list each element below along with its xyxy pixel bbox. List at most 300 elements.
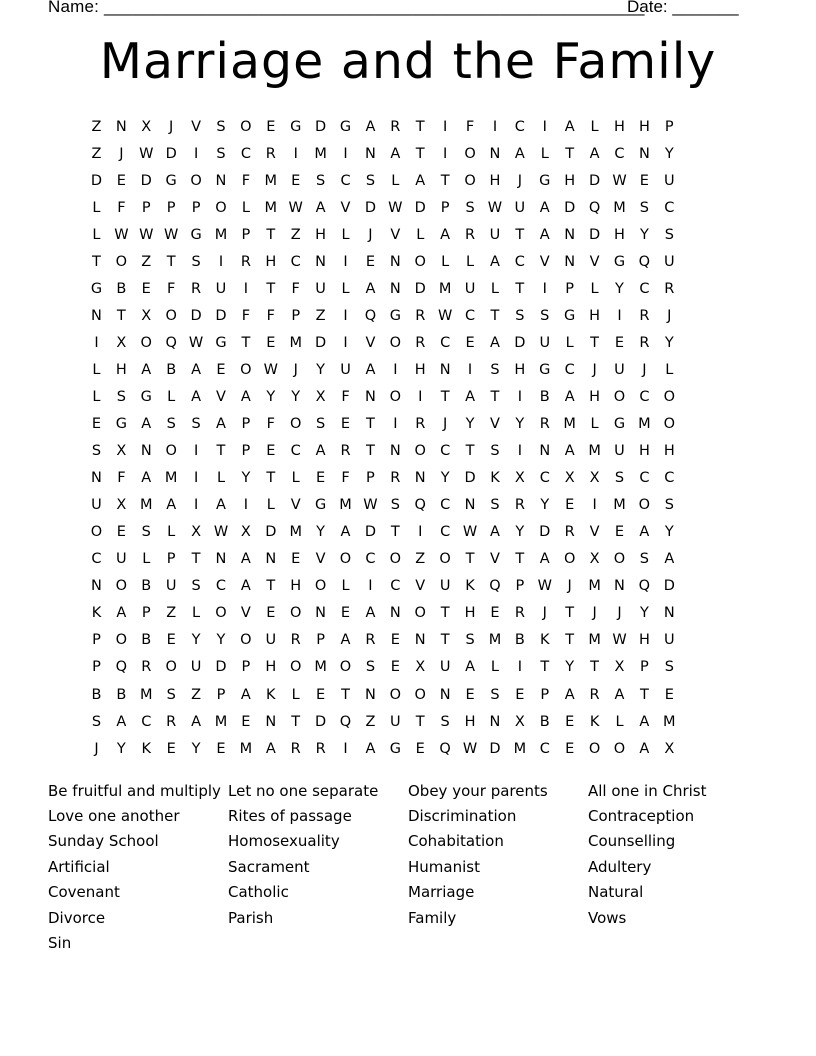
grid-letter: U (614, 443, 625, 460)
grid-letter: Y (191, 740, 201, 757)
grid-letter: R (415, 416, 426, 433)
grid-letter: E (316, 686, 326, 703)
grid-letter: M (488, 632, 502, 649)
grid-letter: O (289, 605, 302, 622)
grid-letter: P (166, 551, 176, 568)
grid-letter: N (91, 307, 102, 324)
grid-row (84, 167, 732, 194)
grid-letter: V (415, 578, 426, 595)
grid-letter: Y (664, 145, 674, 162)
grid-letter: T (565, 605, 575, 622)
grid-letter: L (341, 578, 350, 595)
grid-letter: E (415, 740, 425, 757)
grid-letter: R (340, 443, 351, 460)
grid-letter: O (115, 578, 128, 595)
grid-letter: I (193, 145, 199, 162)
grid-letter: O (563, 551, 576, 568)
grid-letter: X (589, 470, 600, 487)
grid-letter: O (414, 605, 426, 622)
grid-letter: O (314, 578, 327, 595)
grid-letter: I (592, 497, 597, 514)
grid-letter: E (614, 334, 625, 351)
grid-letter: I (467, 361, 473, 378)
grid-letter: I (243, 497, 249, 514)
grid-letter: P (141, 605, 151, 622)
grid-letter: I (94, 334, 99, 351)
grid-letter: L (341, 226, 350, 243)
grid-letter: V (216, 388, 226, 405)
grid-letter: F (266, 416, 275, 433)
grid-letter: H (663, 443, 675, 460)
grid-letter: A (564, 443, 575, 460)
grid-letter: Y (316, 524, 326, 541)
grid-letter: A (191, 713, 202, 730)
grid-letter: I (343, 334, 348, 351)
grid-letter: J (592, 361, 597, 378)
grid-letter: Y (515, 416, 525, 433)
grid-letter: W (114, 226, 129, 243)
grid-letter: W (612, 172, 627, 189)
grid-letter: T (116, 307, 126, 324)
grid-letter: U (663, 172, 675, 189)
grid-letter: W (437, 307, 453, 324)
grid-letter: Q (638, 578, 651, 595)
grid-row (84, 140, 732, 167)
grid-letter: K (589, 713, 600, 730)
grid-letter: A (365, 280, 376, 297)
grid-letter: A (265, 740, 276, 757)
grid-letter: A (365, 740, 376, 757)
grid-letter: X (664, 740, 675, 757)
grid-letter: D (414, 280, 426, 297)
grid-letter: R (415, 334, 426, 351)
grid-letter: W (537, 578, 552, 595)
grid-letter: T (565, 632, 575, 649)
grid-letter: A (390, 145, 401, 162)
grid-letter: D (514, 334, 526, 351)
grid-letter: C (290, 443, 301, 460)
grid-letter: A (216, 497, 226, 514)
grid-letter: C (664, 199, 675, 216)
grid-letter: M (513, 740, 527, 757)
grid-letter: U (165, 578, 177, 595)
word-list-item: All one in Christ (588, 781, 707, 800)
grid-letter: O (115, 253, 128, 270)
grid-letter: G (290, 118, 302, 135)
grid-letter: N (638, 145, 650, 162)
grid-letter: A (340, 524, 351, 541)
grid-letter: T (490, 307, 500, 324)
grid-letter: L (416, 226, 425, 243)
grid-letter: X (116, 334, 127, 351)
grid-row (84, 627, 732, 654)
grid-letter: T (266, 280, 276, 297)
grid-letter: Z (141, 253, 152, 270)
grid-letter: A (216, 416, 226, 433)
grid-letter: O (165, 307, 177, 324)
grid-letter: T (515, 551, 525, 568)
grid-letter: L (92, 388, 101, 405)
word-list-row (48, 854, 768, 879)
grid-letter: M (214, 713, 228, 730)
word-list-item: Rites of passage (228, 807, 352, 826)
grid-letter: A (489, 253, 500, 270)
grid-letter: N (265, 551, 277, 568)
grid-letter: A (240, 388, 251, 405)
name-field-label: Name: ________________________________________________________ (48, 0, 645, 16)
grid-letter: C (290, 253, 301, 270)
grid-letter: J (592, 605, 597, 622)
grid-letter: E (465, 686, 475, 703)
grid-letter: D (190, 307, 202, 324)
grid-letter: N (315, 605, 327, 622)
grid-letter: J (368, 226, 373, 243)
grid-letter: P (640, 659, 649, 676)
grid-letter: N (539, 443, 551, 460)
grid-letter: H (564, 172, 576, 189)
grid-letter: R (415, 307, 426, 324)
grid-letter: K (465, 578, 475, 595)
grid-letter: U (315, 280, 326, 297)
grid-letter: J (542, 605, 547, 622)
grid-letter: Y (316, 361, 326, 378)
grid-letter: N (464, 497, 476, 514)
grid-letter: S (116, 388, 126, 405)
grid-letter: N (439, 686, 451, 703)
grid-letter: I (193, 470, 199, 487)
grid-letter: S (515, 307, 525, 324)
grid-letter: P (316, 632, 325, 649)
grid-letter: G (339, 118, 352, 135)
grid-row (84, 221, 732, 248)
grid-letter: Z (315, 307, 326, 324)
grid-letter: A (191, 361, 202, 378)
word-list-item: Sacrament (228, 857, 310, 876)
grid-letter: O (389, 334, 402, 351)
grid-letter: L (92, 199, 101, 216)
grid-letter: X (315, 388, 326, 405)
grid-letter: L (490, 659, 499, 676)
grid-letter: R (315, 740, 326, 757)
grid-letter: T (415, 713, 425, 730)
grid-letter: G (215, 334, 227, 351)
grid-letter: C (564, 361, 575, 378)
grid-letter: C (365, 551, 376, 568)
grid-letter: R (240, 253, 251, 270)
grid-letter: P (241, 226, 251, 243)
grid-letter: O (240, 118, 252, 135)
grid-letter: M (314, 659, 327, 676)
grid-letter: W (188, 334, 204, 351)
grid-letter: U (265, 632, 277, 649)
grid-row (84, 302, 732, 329)
grid-letter: A (539, 199, 550, 216)
grid-letter: H (115, 361, 127, 378)
grid-letter: A (116, 713, 127, 730)
grid-letter: L (590, 118, 599, 135)
grid-letter: L (490, 280, 499, 297)
grid-letter: S (216, 145, 226, 162)
grid-letter: Z (166, 605, 177, 622)
grid-letter: W (263, 361, 278, 378)
grid-letter: C (440, 524, 451, 541)
word-list-item: Vows (588, 908, 627, 927)
grid-row (84, 519, 732, 546)
grid-letter: A (564, 118, 575, 135)
grid-letter: R (564, 524, 575, 541)
grid-letter: N (364, 145, 376, 162)
grid-letter: S (166, 416, 176, 433)
grid-letter: U (464, 280, 476, 297)
grid-letter: C (639, 280, 650, 297)
grid-letter: Y (615, 280, 624, 297)
grid-letter: Z (191, 686, 202, 703)
grid-letter: G (539, 361, 551, 378)
grid-letter: U (489, 226, 501, 243)
grid-letter: I (343, 253, 348, 270)
grid-letter: N (265, 713, 277, 730)
grid-letter: Y (465, 416, 475, 433)
grid-letter: H (514, 361, 526, 378)
grid-letter: Q (339, 713, 352, 730)
grid-letter: Y (540, 497, 550, 514)
grid-letter: C (440, 497, 451, 514)
grid-letter: V (589, 253, 600, 270)
grid-letter: B (514, 632, 525, 649)
grid-letter: R (514, 605, 525, 622)
grid-letter: E (216, 740, 226, 757)
grid-letter: K (141, 740, 152, 757)
grid-letter: O (439, 551, 451, 568)
grid-letter: I (418, 524, 423, 541)
grid-letter: V (489, 416, 500, 433)
grid-letter: B (91, 686, 102, 703)
grid-letter: I (542, 118, 547, 135)
grid-letter: I (418, 388, 423, 405)
grid-letter: L (291, 470, 300, 487)
grid-letter: F (241, 307, 251, 324)
grid-letter: Q (115, 659, 128, 676)
grid-letter: V (489, 551, 500, 568)
grid-letter: J (517, 172, 522, 189)
grid-letter: P (216, 686, 226, 703)
grid-letter: E (340, 605, 351, 622)
grid-letter: P (241, 416, 251, 433)
grid-letter: G (389, 307, 401, 324)
grid-letter: A (141, 470, 152, 487)
grid-letter: L (192, 605, 201, 622)
grid-letter: A (639, 524, 650, 541)
grid-letter: W (164, 226, 179, 243)
grid-letter: H (464, 605, 476, 622)
grid-letter: R (290, 740, 301, 757)
word-list-item: Be fruitful and multiply (48, 781, 221, 800)
grid-letter: S (191, 578, 201, 595)
grid-letter: H (614, 226, 625, 243)
grid-letter: I (542, 280, 547, 297)
grid-letter: O (638, 497, 651, 514)
date-field-label: Date: _______ (627, 0, 739, 16)
grid-letter: I (393, 416, 398, 433)
grid-letter: L (92, 361, 101, 378)
grid-letter: G (389, 740, 401, 757)
word-list-row (48, 803, 768, 828)
grid-letter: S (490, 443, 500, 460)
grid-row (84, 465, 732, 492)
grid-letter: Y (639, 226, 649, 243)
grid-letter: Q (414, 497, 426, 514)
grid-letter: U (215, 280, 227, 297)
grid-letter: E (166, 632, 176, 649)
grid-letter: F (167, 280, 176, 297)
grid-letter: P (515, 578, 525, 595)
grid-letter: R (589, 686, 600, 703)
grid-letter: T (415, 118, 425, 135)
grid-letter: B (116, 686, 127, 703)
grid-letter: R (141, 659, 152, 676)
grid-letter: F (341, 470, 350, 487)
grid-letter: O (613, 740, 626, 757)
grid-letter: H (638, 632, 650, 649)
grid-letter: M (140, 686, 153, 703)
grid-letter: A (564, 388, 575, 405)
grid-letter: J (642, 361, 647, 378)
grid-row (84, 681, 732, 708)
grid-letter: D (588, 226, 601, 243)
grid-letter: L (266, 497, 275, 514)
grid-letter: O (289, 659, 302, 676)
grid-letter: X (116, 443, 127, 460)
grid-letter: T (415, 145, 425, 162)
grid-letter: O (464, 172, 476, 189)
grid-letter: W (139, 145, 154, 162)
grid-letter: G (613, 253, 626, 270)
grid-letter: N (215, 551, 227, 568)
grid-letter: V (340, 199, 351, 216)
grid-letter: P (565, 280, 575, 297)
word-list-item: Obey your parents (408, 781, 548, 800)
grid-letter: N (215, 172, 227, 189)
grid-letter: V (240, 605, 251, 622)
grid-letter: M (438, 280, 452, 297)
grid-letter: H (414, 361, 426, 378)
grid-letter: A (365, 118, 376, 135)
grid-letter: Q (489, 578, 501, 595)
grid-row (84, 113, 732, 140)
grid-letter: T (440, 605, 450, 622)
grid-letter: I (517, 388, 522, 405)
grid-letter: T (465, 443, 475, 460)
grid-letter: R (290, 632, 301, 649)
grid-letter: D (315, 118, 327, 135)
word-list-item: Catholic (228, 883, 289, 902)
grid-letter: S (141, 524, 151, 541)
grid-letter: N (414, 470, 426, 487)
grid-letter: S (316, 172, 326, 189)
grid-letter: O (389, 686, 402, 703)
grid-letter: A (539, 551, 550, 568)
grid-letter: C (539, 740, 550, 757)
grid-letter: D (364, 199, 376, 216)
grid-letter: R (514, 497, 525, 514)
grid-letter: D (140, 172, 152, 189)
grid-letter: M (289, 334, 302, 351)
word-list-item: Homosexuality (228, 832, 340, 851)
grid-letter: P (241, 659, 251, 676)
grid-letter: I (443, 145, 448, 162)
grid-letter: B (141, 632, 152, 649)
word-list-item: Sin (48, 934, 72, 953)
grid-letter: K (540, 632, 550, 649)
grid-letter: N (663, 605, 675, 622)
grid-letter: Y (565, 659, 575, 676)
grid-letter: X (141, 118, 152, 135)
grid-letter: S (465, 199, 475, 216)
word-search-grid (84, 113, 732, 762)
grid-letter: M (214, 226, 228, 243)
grid-letter: W (487, 199, 503, 216)
grid-letter: N (315, 253, 327, 270)
grid-letter: B (141, 578, 152, 595)
grid-letter: S (390, 497, 400, 514)
grid-letter: E (565, 497, 575, 514)
grid-letter: F (291, 280, 300, 297)
grid-letter: S (614, 470, 625, 487)
grid-letter: E (515, 686, 525, 703)
word-list-item: Adultery (588, 857, 652, 876)
grid-letter: A (465, 388, 475, 405)
grid-letter: E (390, 659, 400, 676)
grid-letter: Y (515, 524, 525, 541)
grid-letter: F (465, 118, 475, 135)
grid-letter: R (465, 226, 476, 243)
word-list-item: Parish (228, 908, 274, 927)
grid-letter: X (589, 551, 600, 568)
grid-letter: N (564, 226, 576, 243)
grid-letter: P (664, 118, 674, 135)
grid-letter: E (116, 172, 126, 189)
grid-letter: L (167, 524, 176, 541)
grid-letter: E (614, 524, 625, 541)
grid-letter: K (266, 686, 276, 703)
grid-letter: I (492, 118, 498, 135)
grid-letter: V (539, 253, 550, 270)
grid-letter: L (391, 172, 400, 189)
grid-letter: N (364, 686, 376, 703)
grid-letter: D (564, 199, 576, 216)
grid-letter: C (141, 713, 152, 730)
page-title: Marriage and the Family (99, 33, 717, 90)
grid-letter: P (366, 470, 375, 487)
grid-letter: A (166, 497, 177, 514)
grid-letter: L (341, 280, 350, 297)
word-list-item: Divorce (48, 908, 106, 927)
grid-letter: Y (664, 524, 674, 541)
grid-letter: W (139, 226, 154, 243)
grid-letter: V (589, 524, 600, 541)
grid-letter: E (565, 740, 575, 757)
grid-letter: G (190, 226, 202, 243)
grid-letter: F (117, 199, 126, 216)
grid-letter: M (239, 740, 253, 757)
grid-letter: A (465, 659, 475, 676)
grid-letter: L (540, 145, 549, 162)
grid-letter: K (91, 605, 102, 622)
grid-letter: T (639, 686, 649, 703)
word-list-item: Artificial (48, 857, 110, 876)
grid-letter: T (92, 253, 101, 270)
grid-letter: Q (439, 740, 451, 757)
